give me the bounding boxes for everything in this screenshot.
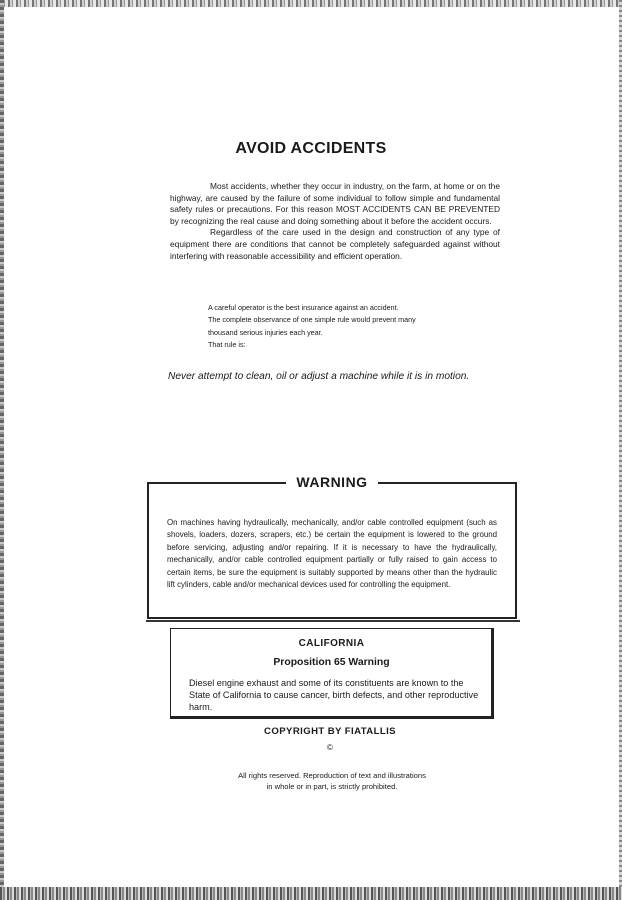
page-title: AVOID ACCIDENTS [235, 140, 387, 157]
rules-line-2: The complete observance of one simple rule would prevent many [208, 315, 416, 325]
california-title: CALIFORNIA [298, 638, 365, 649]
california-warning-box [170, 628, 494, 719]
intro-paragraph-2: Regardless of the care used in the design and construction of any type of equipment there are conditions that cannot be completely safeguarded against without interfering with reasonable accessibility and efficient operation. [170, 227, 500, 261]
rules-line-3: thousand serious injuries each year. [208, 327, 323, 337]
intro-paragraph-1: Most accidents, whether they occur in industry, on the farm, at home or on the highway, are caused by the failure of some individual to follow simple and fundamental safety rules or precautions. For this reason MOST ACCIDENTS CAN BE PREVENTED by recognizing the real cause and doing something about it before the accident occurs. [170, 181, 500, 226]
warning-box-shadow [146, 620, 520, 622]
rights-notice [0, 770, 622, 793]
warning-box [147, 474, 517, 619]
safety-rules [208, 302, 448, 352]
intro-text [170, 181, 500, 262]
scan-edge-left [0, 0, 4, 900]
california-subtitle: Proposition 65 Warning [273, 657, 390, 668]
rules-line-4: That rule is: [208, 340, 246, 350]
copyright-symbol: © [327, 743, 333, 752]
rights-line-1: All rights reserved. Reproduction of text and illustrations [238, 771, 426, 780]
rights-line-2: in whole or in part, is strictly prohibited. [266, 782, 398, 792]
warning-text: On machines having hydraulically, mechanically, and/or cable controlled equipment (such as shovels, loaders, dozers, scrapers, etc.) be certain the equipment is lowered to the ground before servicing, adjusting and/or repairing. If it is necessary to have the hydraulically, mechanically, and/or cable controlled equipment partially or fully raised to gain access to certain items, be sure the equipment is suitably supported by means other than the hydraulic lift cylinders, cable and/or mechanical devices used for controlling the equipment. [167, 518, 497, 590]
california-text: Diesel engine exhaust and some of its constituents are known to the State of California to cause cancer, birth defects, and other reproductive harm. [189, 678, 479, 712]
scan-edge-top [0, 0, 622, 7]
scan-edge-bottom [0, 887, 622, 900]
rules-line-1: A careful operator is the best insurance against an accident. [208, 303, 399, 312]
rule-statement: Never attempt to clean, oil or adjust a machine while it is in motion. [168, 371, 470, 382]
warning-heading [149, 474, 515, 492]
warning-title: WARNING [286, 474, 377, 490]
copyright-heading: COPYRIGHT BY FIATALLIS [264, 726, 396, 737]
